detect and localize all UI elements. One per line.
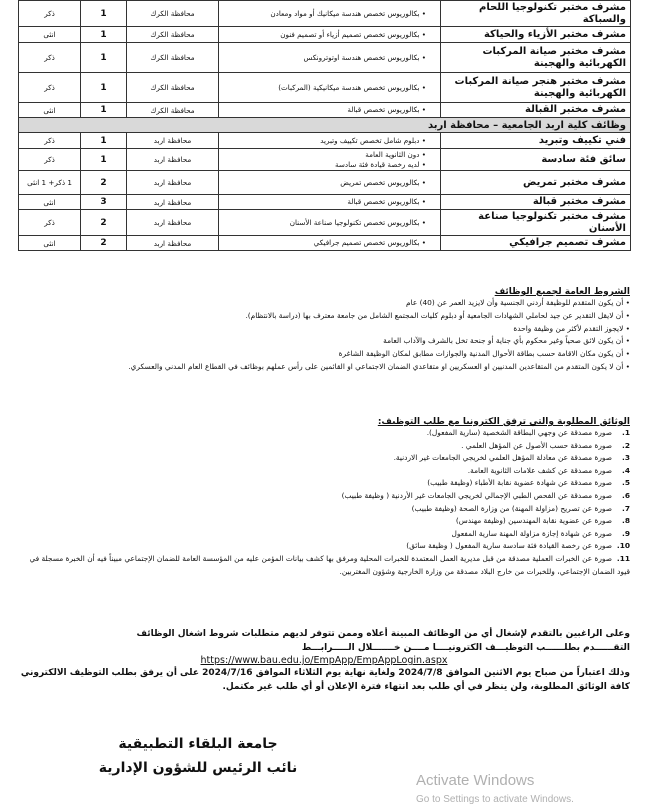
job-count: 1	[81, 133, 127, 149]
document-text: صورة مصدقة عن وجهي البطاقة الشخصية (سارية المفعول).	[426, 428, 612, 437]
job-location: محافظة اربد	[127, 171, 219, 195]
document-text: صورة عن تصريح (مزاولة المهنة) من وزارة الصحة (وظيفة طبيب)	[411, 503, 612, 513]
document-number: 6.	[622, 490, 630, 500]
job-count: 1	[81, 1, 127, 27]
condition-item: • أن يكون المتقدم للوظيفة أردني الجنسية وأن لايزيد العمر عن (40) عام	[18, 297, 630, 310]
document-item	[18, 528, 630, 541]
job-qualification	[219, 43, 441, 73]
qualification-list	[223, 83, 436, 93]
section-title: وظائف كلية اربد الجامعية – محافظة اربد	[19, 118, 631, 133]
activate-windows-watermark: Activate Windows	[416, 772, 535, 789]
job-location: محافظة اربد	[127, 133, 219, 149]
qualification-item: • بكالوريوس تخصص تصميم جرافيكي	[223, 238, 426, 248]
apply-line-2: التقــــــدم بطلــــــب التوظيـــف الكترونيــــا مــــن خـــــــلال الـــــرابـــط	[301, 643, 630, 653]
qualification-item: • لديه رخصة قيادة فئة سادسة	[223, 160, 426, 170]
documents-list	[18, 427, 630, 578]
job-row	[19, 171, 631, 195]
apply-section	[18, 627, 630, 694]
condition-item: • لايجوز التقدم لأكثر من وظيفة واحدة	[18, 323, 630, 336]
job-count: 1	[81, 43, 127, 73]
qualification-item: • دبلوم شامل تخصص تكييف وتبريد	[223, 136, 426, 146]
qualification-list	[223, 150, 436, 170]
job-count: 2	[81, 171, 127, 195]
activate-windows-hint: Go to Settings to activate Windows.	[416, 794, 574, 805]
document-number: 10.	[616, 541, 630, 551]
job-location: محافظة اربد	[127, 149, 219, 171]
job-qualification	[219, 73, 441, 103]
qualification-item: • بكالوريوس تخصص هندسة اوتوترونكس	[223, 53, 426, 63]
jobs-table	[18, 0, 631, 251]
job-title: مشرف مختبر تكنولوجيا صناعة الأسنان	[441, 210, 631, 236]
document-item	[18, 540, 630, 553]
document-text: صورة مصدقة عن معادلة المؤهل العلمي لخريجي الجامعات غير الاردنية.	[393, 453, 612, 463]
conditions-heading: الشروط العامة لجميع الوظائف	[494, 287, 630, 297]
job-qualification	[219, 171, 441, 195]
job-qualification	[219, 1, 441, 27]
condition-item: • أن يكون مكان الاقامة حسب بطاقة الأحوال المدنية والجوازات مطابق لمكان الوظيفة الشاغرة	[18, 348, 630, 361]
job-row	[19, 27, 631, 43]
qualification-list	[223, 9, 436, 19]
job-location: محافظة اربد	[127, 195, 219, 210]
job-location: محافظة الكرك	[127, 43, 219, 73]
job-qualification	[219, 149, 441, 171]
job-qualification	[219, 103, 441, 118]
document-item	[18, 515, 630, 528]
qualification-item: • بكالوريوس تخصص قبالة	[223, 197, 426, 207]
job-gender: ذكر	[19, 210, 81, 236]
job-row	[19, 43, 631, 73]
document-text: صورة عن الخبرات العملية مصدقة من قبل مديرية العمل المعتمدة للخبرات المحلية ومرفق بها كشف بيانات المؤمن عليه من المؤسسة العامة للضمان الإجتماعي مبيناً فيه أن الخبرة مسجلة في قيود الضمان الإجتماعي، وللخبرات من خارج البلاد مصدقة من وزارة الخارجية وشؤون المغتربين.	[29, 553, 630, 576]
qualification-list	[223, 53, 436, 63]
job-title: مشرف مختبر تكنولوجيا اللحام والسباكة	[441, 1, 631, 27]
apply-line-1: وعلى الراغبين بالتقدم لإشغال أي من الوظائف المبينة أعلاه وممن تتوفر لديهم متطلبات شروط اشغال الوظائف	[136, 629, 630, 639]
job-gender: ذكر	[19, 73, 81, 103]
job-row	[19, 149, 631, 171]
document-number: 3.	[622, 453, 630, 463]
job-title: مشرف مختبر قبالة	[441, 195, 631, 210]
job-title: فني تكييف وتبريد	[441, 133, 631, 149]
document-item	[18, 427, 630, 440]
document-item	[18, 477, 630, 490]
job-gender: ذكر	[19, 133, 81, 149]
signature-title: نائب الرئيس للشؤون الإدارية	[98, 760, 298, 776]
job-location: محافظة الكرك	[127, 27, 219, 43]
qualification-list	[223, 30, 436, 40]
document-text: صورة مصدقة عن شهادة عضوية نقابة الأطباء (وظيفة طبيب)	[427, 478, 612, 488]
document-number: 2.	[622, 440, 630, 450]
qualification-item: • بكالوريوس تخصص تصميم أزياء أو تصميم فنون	[223, 30, 426, 40]
section-row	[19, 118, 631, 133]
job-gender: انثى	[19, 236, 81, 251]
job-qualification	[219, 133, 441, 149]
document-number: 8.	[622, 516, 630, 526]
job-title: مشرف مختبر تمريض	[441, 171, 631, 195]
qualification-item: • بكالوريوس تخصص هندسة ميكانيك أو مواد ومعادن	[223, 9, 426, 19]
qualification-item: • بكالوريوس تخصص هندسة ميكانيكية (المركبات)	[223, 83, 426, 93]
job-count: 1	[81, 73, 127, 103]
job-title: مشرف تصميم جرافيكي	[441, 236, 631, 251]
document-text: صورة عن عضوية نقابة المهندسين (وظيفة مهندس)	[455, 516, 612, 526]
qualification-list	[223, 197, 436, 207]
job-title: سائق فئة سادسة	[441, 149, 631, 171]
job-qualification	[219, 210, 441, 236]
document-number: 5.	[622, 478, 630, 488]
documents-heading: الوثائق المطلوبة والتي ترفق الكترونيا مع طلب التوظيف:	[377, 417, 630, 427]
job-gender: ذكر	[19, 43, 81, 73]
document-text: صورة عن رخصة القيادة فئة سادسة سارية المفعول ( وظيفة سائق)	[406, 541, 612, 551]
job-gender: انثى	[19, 27, 81, 43]
qualification-list	[223, 218, 436, 228]
job-location: محافظة اربد	[127, 236, 219, 251]
qualification-list	[223, 136, 436, 146]
job-count: 1	[81, 27, 127, 43]
job-qualification	[219, 236, 441, 251]
job-title: مشرف مختبر القبالة	[441, 103, 631, 118]
qualification-item: • بكالوريوس تخصص قبالة	[223, 105, 426, 115]
condition-item: • أن يكون لائق صحياً وغير محكوم بأي جناية أو جنحة تخل بالشرف والآداب العامة	[18, 335, 630, 348]
job-row	[19, 133, 631, 149]
job-location: محافظة اربد	[127, 210, 219, 236]
job-row	[19, 1, 631, 27]
document-text: صورة مصدقة حسب الأصول عن المؤهل العلمي .	[461, 440, 612, 450]
document-page	[18, 0, 630, 810]
job-gender: ذكر	[19, 149, 81, 171]
job-count: 3	[81, 195, 127, 210]
qualification-item: • بكالوريوس تخصص تمريض	[223, 178, 426, 188]
qualification-list	[223, 238, 436, 248]
job-count: 2	[81, 236, 127, 251]
document-item	[18, 503, 630, 516]
signature-university: جامعة البلقاء التطبيقية	[118, 736, 278, 752]
job-gender: ذكر	[19, 1, 81, 27]
document-item	[18, 465, 630, 478]
job-row	[19, 73, 631, 103]
job-count: 2	[81, 210, 127, 236]
qualification-list	[223, 105, 436, 115]
job-gender: انثى	[19, 103, 81, 118]
conditions-list	[18, 297, 630, 374]
document-item	[18, 553, 630, 578]
qualification-list	[223, 178, 436, 188]
condition-item: • أن لا يكون المتقدم من المتقاعدين المدنيين او العسكريين او متقاعدي الضمان الاجتماعي او القائمين على رأس عملهم بوظائف في القطاع العام المدني والعسكري.	[18, 361, 630, 374]
job-count: 1	[81, 149, 127, 171]
document-number: 7.	[622, 503, 630, 513]
condition-item: • أن لايقل التقدير عن جيد لحاملي الشهادات الجامعية أو دبلوم كليات المجتمع الشامل من جامعة معترف بها (دراسة بالانتظام).	[18, 310, 630, 323]
job-location: محافظة الكرك	[127, 1, 219, 27]
job-title: مشرف مختبر الأزياء والحياكة	[441, 27, 631, 43]
documents-section	[18, 417, 630, 578]
job-row	[19, 210, 631, 236]
job-title: مشرف مختبر هنجر صيانة المركبات الكهربائية والهجينة	[441, 73, 631, 103]
job-qualification	[219, 27, 441, 43]
apply-url-link[interactable]: https://www.bau.edu.jo/EmpApp/EmpAppLogin.aspx	[200, 655, 448, 666]
conditions-section	[18, 287, 630, 374]
job-gender: انثى	[19, 195, 81, 210]
job-location: محافظة الكرك	[127, 73, 219, 103]
document-item	[18, 452, 630, 465]
document-text: صورة مصدقة عن كشف علامات الثانوية العامة.	[467, 465, 612, 475]
job-qualification	[219, 195, 441, 210]
job-count: 1	[81, 103, 127, 118]
job-location: محافظة الكرك	[127, 103, 219, 118]
job-row	[19, 103, 631, 118]
document-text: صورة عن شهادة إجازة مزاولة المهنة سارية المفعول	[451, 528, 612, 538]
apply-dates: وذلك اعتباراً من صباح يوم الاثنين الموافق 2024/7/8 ولغاية نهاية يوم الثلاثاء الموافق 2024/7/16 على أن يرفق بطلب التوظيف الالكتروني كافة الوثائق المطلوبة، ولن ينظر في أي طلب بعد انتهاء فترة الإعلان أو أي طلب غير مكتمل.	[20, 668, 630, 692]
document-text: صورة مصدقة عن الفحص الطبي الإجمالي لخريجي الجامعات غير الأردنية ( وظيفة طبيب)	[341, 490, 612, 500]
job-title: مشرف مختبر صيانة المركبات الكهربائية والهجينة	[441, 43, 631, 73]
document-number: 11.	[616, 553, 630, 563]
document-number: 9.	[622, 528, 630, 538]
document-item	[18, 490, 630, 503]
job-row	[19, 195, 631, 210]
qualification-item: • بكالوريوس تخصص تكنولوجيا صناعة الأسنان	[223, 218, 426, 228]
document-number: 4.	[622, 465, 630, 475]
document-item	[18, 440, 630, 453]
document-number: 1.	[622, 428, 630, 437]
job-gender: 1 ذكر+ 1 انثى	[19, 171, 81, 195]
qualification-item: • دون الثانوية العامة	[223, 150, 426, 160]
job-row	[19, 236, 631, 251]
